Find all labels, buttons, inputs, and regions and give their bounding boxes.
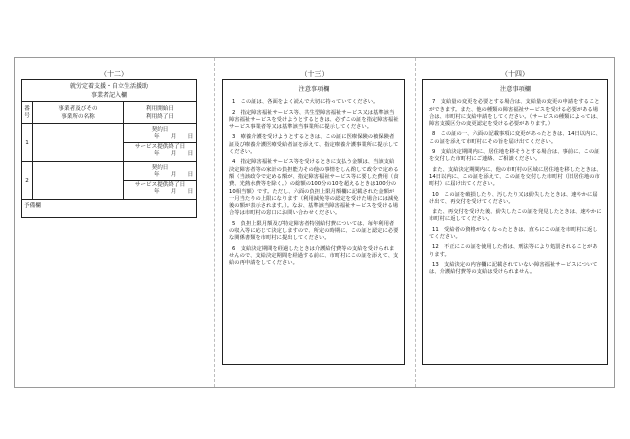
note-item: 7 支給量の変更を必要とする場合は、支給量の変更の申請をすることができます。また、他の種類の障害福祉サービスを受ける必要がある場合は、市町村に支給申請をしてください。（サービスの種類によっては、障害支援区分の変更認定を受ける必要があります。） xyxy=(429,99,602,128)
notes-panel-14 xyxy=(422,79,608,365)
header-service-name: 就労定着支援・自立生活援助 xyxy=(69,82,148,90)
header-entry-label: 事業者記入欄 xyxy=(90,91,127,99)
note-item: 6 支給決定期間を経過したときは介護給付費等の支給を受けられませんので、支給決定期間を経過する前に、市町村にこの証を添えて、支給の再申請をしてください。 xyxy=(229,245,399,267)
note-item: 9 支給決定期間内に、居住地を移そうとする場合は、事前に、この証を交付した市町村にご連絡、ご相談ください。 xyxy=(429,149,600,163)
note-item: 11 受給者の資格がなくなったときは、直ちにこの証を市町村に返してください。 xyxy=(429,226,598,241)
provider-entry-section xyxy=(21,79,197,218)
panel-12-number: （十二） xyxy=(100,70,128,78)
provider-name-cell xyxy=(33,162,124,200)
remarks-field: 予備欄 xyxy=(21,200,197,218)
note-item: 4 指定障害福祉サービス等を受けるときに支払う金額は、当該支給決定障害者等の家計の負担能力その他の事情をしん酌して政令で定める額（当該政令で定める額が、指定障害福祉サービス等に要した費用（食費、光熱水費等を除く。）の総額の100分の10を超えるときは100分の10相当額）です。ただし、六面の負担上限月額欄に記載された金額が一月当たりの上限になります（利用減免等の認定を受けた場合には減免後の額が表示されます。）。なお、基準該当障害福祉サービスを受ける場合等は市町村の窓口にお問い合わせください。 xyxy=(229,159,399,217)
note-item: また、支給決定期間内に、他の市町村の区域に居住地を移したときは、14日以内に、この証を添えて、この証を交付した市町村（旧居住地の市町村）に届け出てください。 xyxy=(429,166,602,188)
note-item: 12 不正にこの証を使用した者は、刑法等により処罰されることがあります。 xyxy=(429,244,598,258)
fold-line-left xyxy=(214,58,215,387)
note-item: 2 指定障害福祉サービス等、共生型障害福祉サービス又は基準該当障害福祉サービスを受けようとするときは、必ずこの証を指定障害福祉サービス事業者等又は基準該当事業所に提示してください。 xyxy=(229,109,399,131)
table-row xyxy=(22,162,197,200)
note-item: 10 この証を破損したり、汚したり又は紛失したときは、速やかに届け出て、再交付を受けてください。 xyxy=(429,191,598,205)
note-item: 13 支給決定の内容欄に記載されていない障害福祉サービスについては、介護給付費等の支給は受けられません。 xyxy=(429,261,598,276)
col-number-header: 番号 xyxy=(22,102,33,124)
note-item: 8 この証の一、六面の記載事項に変更があったときは、14日以内に、この証を添えて市町村にその旨を届け出てください。 xyxy=(429,131,601,145)
note-item: 1 この証は、各面をよく読んで大切に持っていてください。 xyxy=(232,99,379,106)
row-number: 2 xyxy=(22,162,33,200)
row-number: 1 xyxy=(22,124,33,162)
col-provider-name-header: 事業者及びその 事業所の名称 xyxy=(33,102,124,124)
notes-title: 注意事項欄 xyxy=(500,86,531,93)
panel-14-number: （十四） xyxy=(501,70,529,78)
col-date-header: 利用開始日 利用終了日 xyxy=(124,102,197,124)
panel-13-number: （十三） xyxy=(300,70,329,78)
note-item: また、再交付を受けた後、紛失したこの証を発見したときは、速やかに市町村に返してください。 xyxy=(429,209,602,223)
table-row xyxy=(22,124,197,162)
date-cell: 契約日 年 月 日 サービス提供終了日 年 月 日 xyxy=(124,162,197,200)
notes-panel-13 xyxy=(222,79,405,365)
provider-name-cell xyxy=(33,124,124,162)
note-item: 3 療養介護を受けようとするときは、この証に医療保険の被保険者証及び療養介護医療受給者証を添えて、指定療養介護事業所に提示してください。 xyxy=(229,134,399,156)
note-item: 5 負担上限月額及び特定障害者特別給付費については、毎年利用者の収入等に応じて決定しますので、所定の時期に、この証と認定に必要な関係書類を市町村に提出してください。 xyxy=(229,220,399,242)
fold-line-right xyxy=(415,58,416,387)
notes-title: 注意事項欄 xyxy=(298,86,330,93)
date-cell: 契約日 年 月 日 サービス提供終了日 年 月 日 xyxy=(124,124,197,162)
provider-entry-table xyxy=(21,101,197,200)
provider-entry-header xyxy=(21,79,197,101)
